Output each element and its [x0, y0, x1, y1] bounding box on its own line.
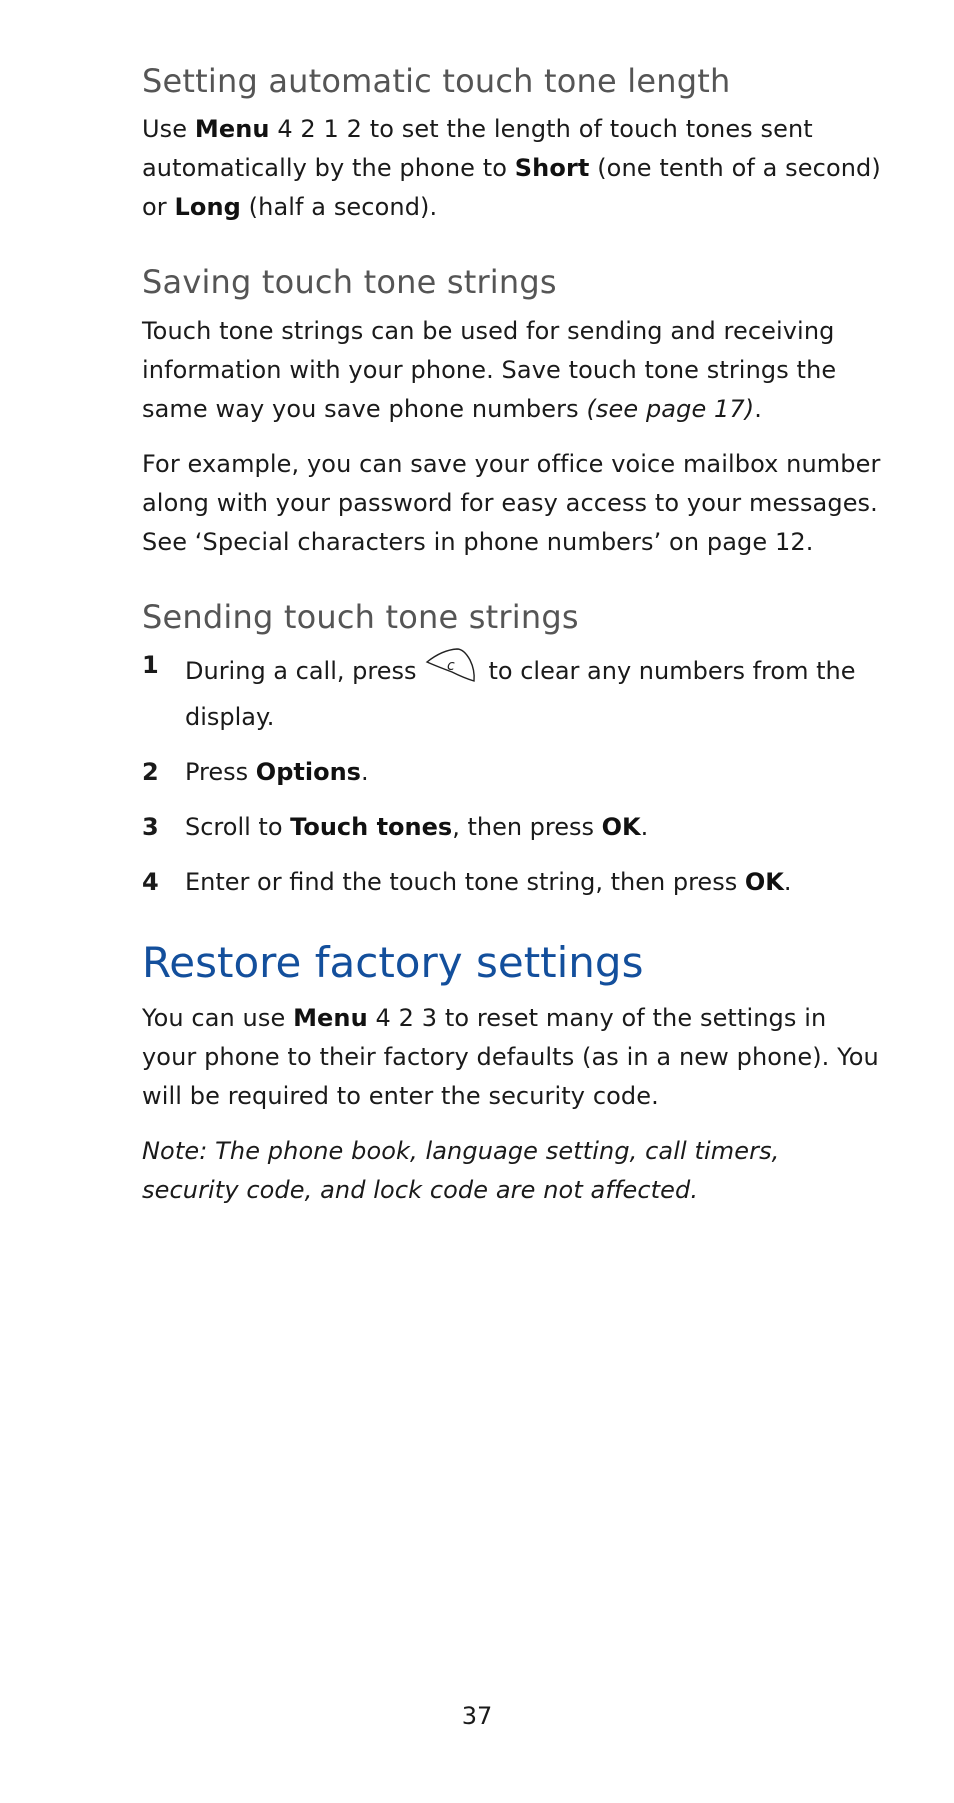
- heading-sending-touch-tone: Sending touch tone strings: [142, 597, 579, 636]
- section-touch-tone-length: [142, 62, 882, 227]
- svg-text:c: c: [447, 658, 456, 675]
- heading-touch-tone-length: Setting automatic touch tone length: [142, 62, 731, 100]
- paragraph-saving-touch-tone: Touch tone strings can be used for sending and receiving information with your phone. Save touch tone strings the same way you save phone numbers (see page 17).: [142, 316, 837, 423]
- paragraph-touch-tone-length: Use Menu 4 2 1 2 to set the length of touch tones sent automatically by the phone to Short (one tenth of a second) or Long (half a second).: [142, 115, 881, 222]
- page-number: 37: [461, 1702, 493, 1730]
- manual-page: [142, 62, 882, 1246]
- heading-restore-factory: Restore factory settings: [142, 938, 644, 988]
- section-sending-touch-tone: [142, 598, 882, 902]
- paragraph-restore-factory: You can use Menu 4 2 3 to reset many of the settings in your phone to their factory defaults (as in a new phone). You will be required to enter the security code.: [142, 1003, 879, 1110]
- step-item: 2 Press Options.: [142, 753, 882, 792]
- step-item: 3 Scroll to Touch tones, then press OK.: [142, 808, 882, 847]
- section-saving-touch-tone: [142, 263, 882, 561]
- step-number: 4: [142, 868, 159, 897]
- heading-saving-touch-tone: Saving touch tone strings: [142, 263, 557, 302]
- section-restore-factory: [142, 938, 882, 1209]
- steps-list: [142, 646, 882, 902]
- step-number: 2: [142, 758, 159, 787]
- step-item: 1 During a call, press c to clear any numbers from the display.: [142, 646, 882, 737]
- step-number: 3: [142, 813, 159, 842]
- c-key-icon: [424, 646, 478, 698]
- step-number: 1: [142, 651, 159, 680]
- paragraph-example: For example, you can save your office voice mailbox number along with your password for easy access to your messages. See ‘Special characters in phone numbers’ on page 12.: [142, 449, 881, 556]
- step-item: 4 Enter or find the touch tone string, then press OK.: [142, 863, 882, 902]
- note-text: Note: The phone book, language setting, call timers, security code, and lock code are not affected.: [142, 1136, 780, 1204]
